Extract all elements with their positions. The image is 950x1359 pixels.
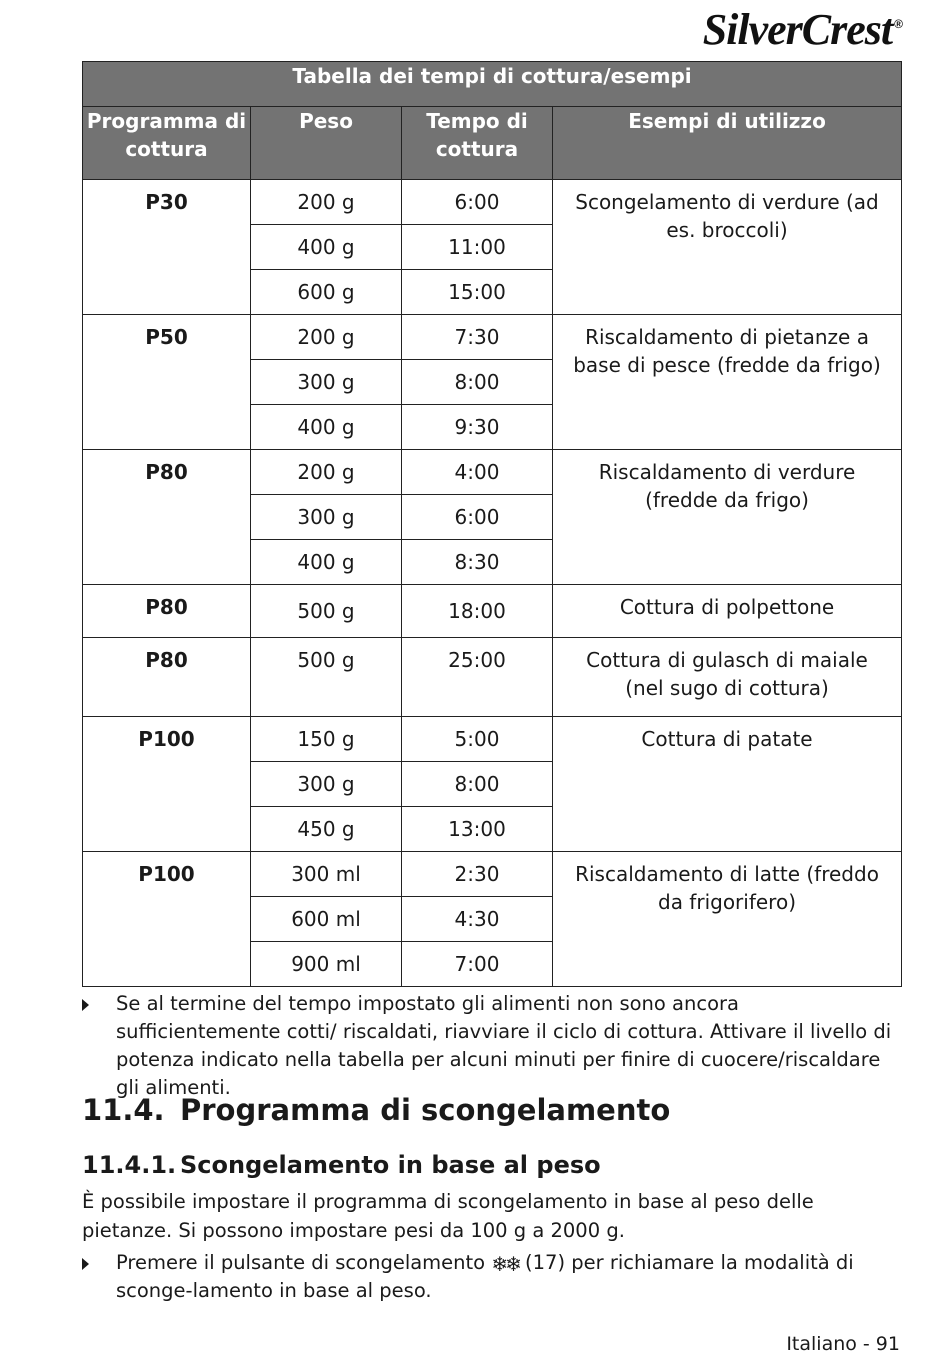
time-cell: 18:00 bbox=[402, 585, 553, 638]
time-cell: 5:00 bbox=[402, 717, 553, 762]
subsection-number: 11.4.1. bbox=[82, 1151, 177, 1179]
subsection-title: Scongelamento in base al peso bbox=[180, 1151, 601, 1179]
weight-cell: 200 g bbox=[251, 315, 402, 360]
subsection-heading bbox=[82, 1151, 601, 1179]
weight-cell: 300 g bbox=[251, 360, 402, 405]
weight-cell: 200 g bbox=[251, 450, 402, 495]
program-cell: P80 bbox=[83, 638, 251, 717]
weight-cell: 400 g bbox=[251, 225, 402, 270]
use-cell: Cottura di polpettone bbox=[553, 585, 902, 638]
time-cell: 7:30 bbox=[402, 315, 553, 360]
use-cell: Cottura di gulasch di maiale (nel sugo di cottura) bbox=[553, 638, 902, 717]
table-title: Tabella dei tempi di cottura/esempi bbox=[83, 62, 902, 107]
time-cell: 8:30 bbox=[402, 540, 553, 585]
bullet-arrow-icon bbox=[82, 999, 89, 1011]
weight-cell: 400 g bbox=[251, 540, 402, 585]
header-time: Tempo di cottura bbox=[402, 107, 553, 180]
use-cell: Riscaldamento di latte (freddo da frigorifero) bbox=[553, 852, 902, 987]
weight-cell: 300 g bbox=[251, 762, 402, 807]
time-cell: 4:00 bbox=[402, 450, 553, 495]
defrost-snowflake-icon: ❄❄ bbox=[491, 1252, 519, 1276]
time-cell: 15:00 bbox=[402, 270, 553, 315]
header-use: Esempi di utilizzo bbox=[553, 107, 902, 180]
table-row bbox=[83, 315, 902, 360]
weight-cell: 150 g bbox=[251, 717, 402, 762]
program-cell: P100 bbox=[83, 852, 251, 987]
time-cell: 8:00 bbox=[402, 762, 553, 807]
time-cell: 9:30 bbox=[402, 405, 553, 450]
instruction-bullet bbox=[82, 1249, 902, 1305]
section-heading bbox=[82, 1093, 670, 1127]
time-cell: 25:00 bbox=[402, 638, 553, 717]
program-cell: P100 bbox=[83, 717, 251, 852]
weight-cell: 600 ml bbox=[251, 897, 402, 942]
time-cell: 2:30 bbox=[402, 852, 553, 897]
program-cell: P30 bbox=[83, 180, 251, 315]
time-cell: 11:00 bbox=[402, 225, 553, 270]
header-program: Programma di cottura bbox=[83, 107, 251, 180]
program-cell: P80 bbox=[83, 585, 251, 638]
section-title: Programma di scongelamento bbox=[180, 1093, 671, 1127]
body-paragraph: È possibile impostare il programma di scongelamento in base al peso delle pietanze. Si possono impostare pesi da 100 g a 2000 g. bbox=[82, 1190, 814, 1242]
bullet-text: Se al termine del tempo impostato gli alimenti non sono ancora sufficientemente cotti/ riscaldati, riavviare il ciclo di cottura. Attivare il livello di potenza indicato nella tabella per alcuni minuti per finire di cuocere/riscaldare gli alimenti. bbox=[116, 992, 892, 1099]
program-cell: P50 bbox=[83, 315, 251, 450]
time-cell: 6:00 bbox=[402, 180, 553, 225]
bullet-arrow-icon bbox=[82, 1258, 89, 1270]
weight-cell: 400 g bbox=[251, 405, 402, 450]
table-row bbox=[83, 852, 902, 897]
brand-logo: SilverCrest ® bbox=[702, 5, 902, 54]
page-footer: Italiano - 91 bbox=[786, 1333, 900, 1355]
header-weight: Peso bbox=[251, 107, 402, 180]
time-cell: 8:00 bbox=[402, 360, 553, 405]
use-cell: Scongelamento di verdure (ad es. broccoli) bbox=[553, 180, 902, 315]
time-cell: 4:30 bbox=[402, 897, 553, 942]
use-cell: Cottura di patate bbox=[553, 717, 902, 852]
weight-cell: 500 g bbox=[251, 585, 402, 638]
weight-cell: 500 g bbox=[251, 638, 402, 717]
bullet-text: Premere il pulsante di scongelamento ❄❄ (17) per richiamare la modalità di sconge-lamento in base al peso. bbox=[116, 1251, 854, 1302]
instruction-bullet bbox=[82, 990, 902, 1102]
weight-cell: 600 g bbox=[251, 270, 402, 315]
weight-cell: 200 g bbox=[251, 180, 402, 225]
table-row bbox=[83, 638, 902, 717]
table-row bbox=[83, 180, 902, 225]
time-cell: 6:00 bbox=[402, 495, 553, 540]
weight-cell: 300 g bbox=[251, 495, 402, 540]
weight-cell: 450 g bbox=[251, 807, 402, 852]
time-cell: 13:00 bbox=[402, 807, 553, 852]
cooking-times-table bbox=[82, 61, 902, 987]
weight-cell: 300 ml bbox=[251, 852, 402, 897]
program-cell: P80 bbox=[83, 450, 251, 585]
use-cell: Riscaldamento di pietanze a base di pesce (fredde da frigo) bbox=[553, 315, 902, 450]
table-row bbox=[83, 717, 902, 762]
section-number: 11.4. bbox=[82, 1093, 165, 1127]
use-cell: Riscaldamento di verdure (fredde da frigo) bbox=[553, 450, 902, 585]
time-cell: 7:00 bbox=[402, 942, 553, 987]
table-row bbox=[83, 585, 902, 638]
table-row bbox=[83, 450, 902, 495]
weight-cell: 900 ml bbox=[251, 942, 402, 987]
